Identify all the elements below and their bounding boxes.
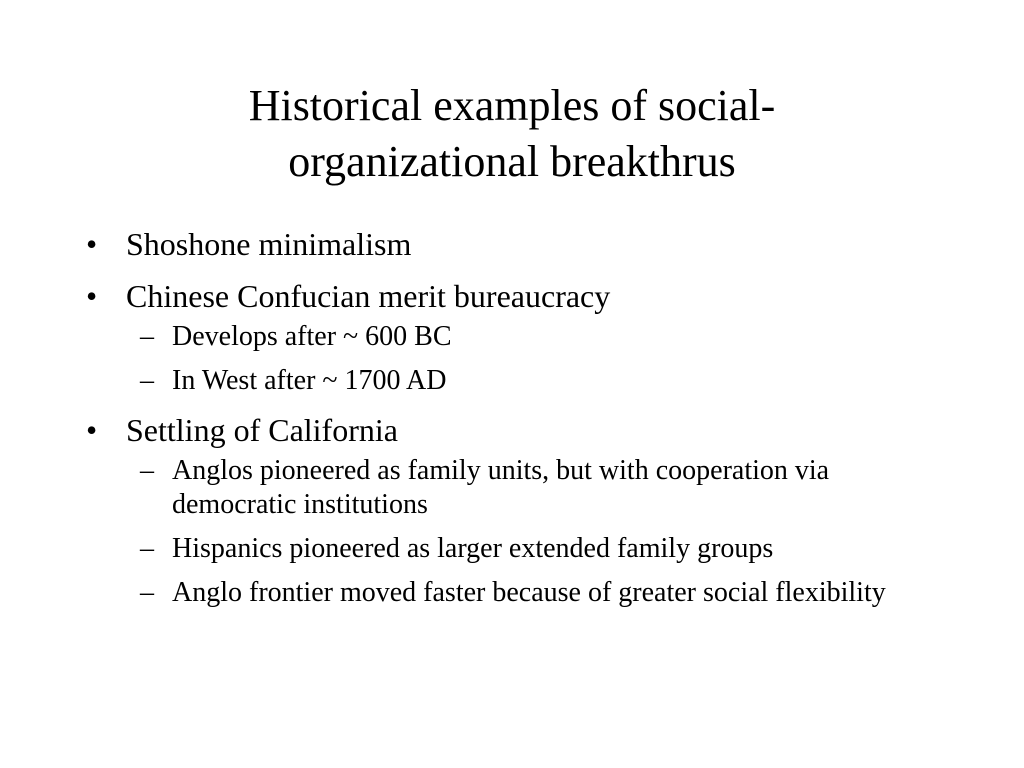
sub-bullet-item <box>126 454 944 522</box>
bullet-list <box>84 224 944 622</box>
bullet-item-settling-california <box>84 410 944 610</box>
bullet-icon: • <box>86 278 98 314</box>
bullet-text: Chinese Confucian merit bureaucracy <box>126 278 611 314</box>
dash-icon: – <box>140 321 154 352</box>
sub-bullet-text: Anglos pioneered as family units, but with cooperation via democratic institutions <box>172 455 830 520</box>
sub-bullet-list <box>126 454 944 610</box>
bullet-item-chinese-confucian <box>84 276 944 398</box>
sub-bullet-text: Anglo frontier moved faster because of greater social flexibility <box>172 577 886 608</box>
sub-bullet-item <box>126 576 944 610</box>
slide-title-line-1: Historical examples of social- <box>248 81 776 130</box>
dash-icon: – <box>140 365 154 396</box>
sub-bullet-item <box>126 364 944 398</box>
sub-bullet-item <box>126 320 944 354</box>
slide-title-line-2: organizational breakthrus <box>288 137 736 186</box>
dash-icon: – <box>140 577 154 608</box>
sub-bullet-text: In West after ~ 1700 AD <box>172 365 447 396</box>
bullet-item-shoshone <box>84 224 944 264</box>
sub-bullet-list <box>126 320 944 398</box>
slide-title <box>112 78 912 190</box>
dash-icon: – <box>140 533 154 564</box>
bullet-icon: • <box>86 412 98 448</box>
sub-bullet-text: Hispanics pioneered as larger extended family groups <box>172 533 774 564</box>
bullet-icon: • <box>86 226 98 262</box>
dash-icon: – <box>140 455 154 486</box>
sub-bullet-item <box>126 532 944 566</box>
bullet-text: Settling of California <box>126 412 398 448</box>
bullet-text: Shoshone minimalism <box>126 226 412 262</box>
sub-bullet-text: Develops after ~ 600 BC <box>172 321 452 352</box>
